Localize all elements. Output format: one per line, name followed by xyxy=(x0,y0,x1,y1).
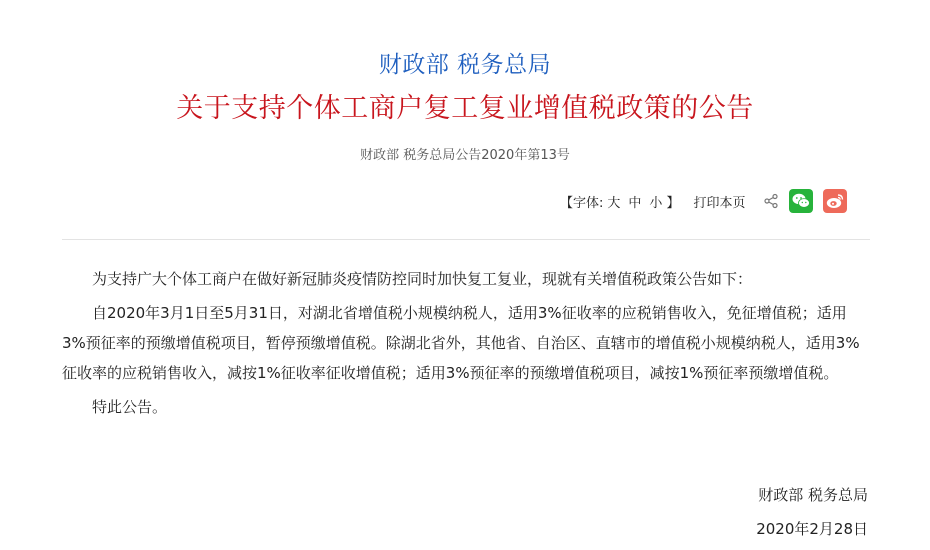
font-size-small-button[interactable]: 小 xyxy=(649,195,663,211)
header-divider xyxy=(62,239,870,240)
font-label-open: 【字体: xyxy=(560,195,604,211)
font-label-close: 】 xyxy=(666,195,680,211)
font-size-medium-button[interactable]: 中 xyxy=(628,195,642,211)
signature-issuer: 财政部 税务总局 xyxy=(758,486,868,504)
signature-date: 2020年2月28日 xyxy=(756,520,868,538)
wechat-icon[interactable] xyxy=(789,189,813,213)
font-size-large-button[interactable]: 大 xyxy=(607,195,621,211)
issuer-heading: 财政部 税务总局 xyxy=(378,52,552,78)
body-paragraph: 特此公告。 xyxy=(92,398,168,416)
font-size-selector xyxy=(560,192,679,211)
page-title: 关于支持个体工商户复工复业增值税政策的公告 xyxy=(176,93,754,124)
document-number: 财政部 税务总局公告2020年第13号 xyxy=(360,148,570,163)
weibo-icon[interactable] xyxy=(823,189,847,213)
article-toolbar xyxy=(560,186,847,216)
body-paragraph: 自2020年3月1日至5月31日，对湖北省增值税小规模纳税人，适用3%征收率的应税销售收入，免征增值税；适用3%预征率的预缴增值税项目，暂停预缴增值税。除湖北省外，其他省、自治区、直辖市的增值税小规模纳税人，适用3%征收率的应税销售收入，减按1%征收率征收增值税；适用3%预征率的预缴增值税项目，减按1%预征率预缴增值税。 xyxy=(62,304,860,382)
body-paragraph: 为支持广大个体工商户在做好新冠肺炎疫情防控同时加快复工复业，现就有关增值税政策公告如下： xyxy=(92,270,753,288)
print-page-button[interactable]: 打印本页 xyxy=(693,195,746,211)
share-icon[interactable] xyxy=(763,193,779,209)
announcement-body xyxy=(62,264,870,426)
